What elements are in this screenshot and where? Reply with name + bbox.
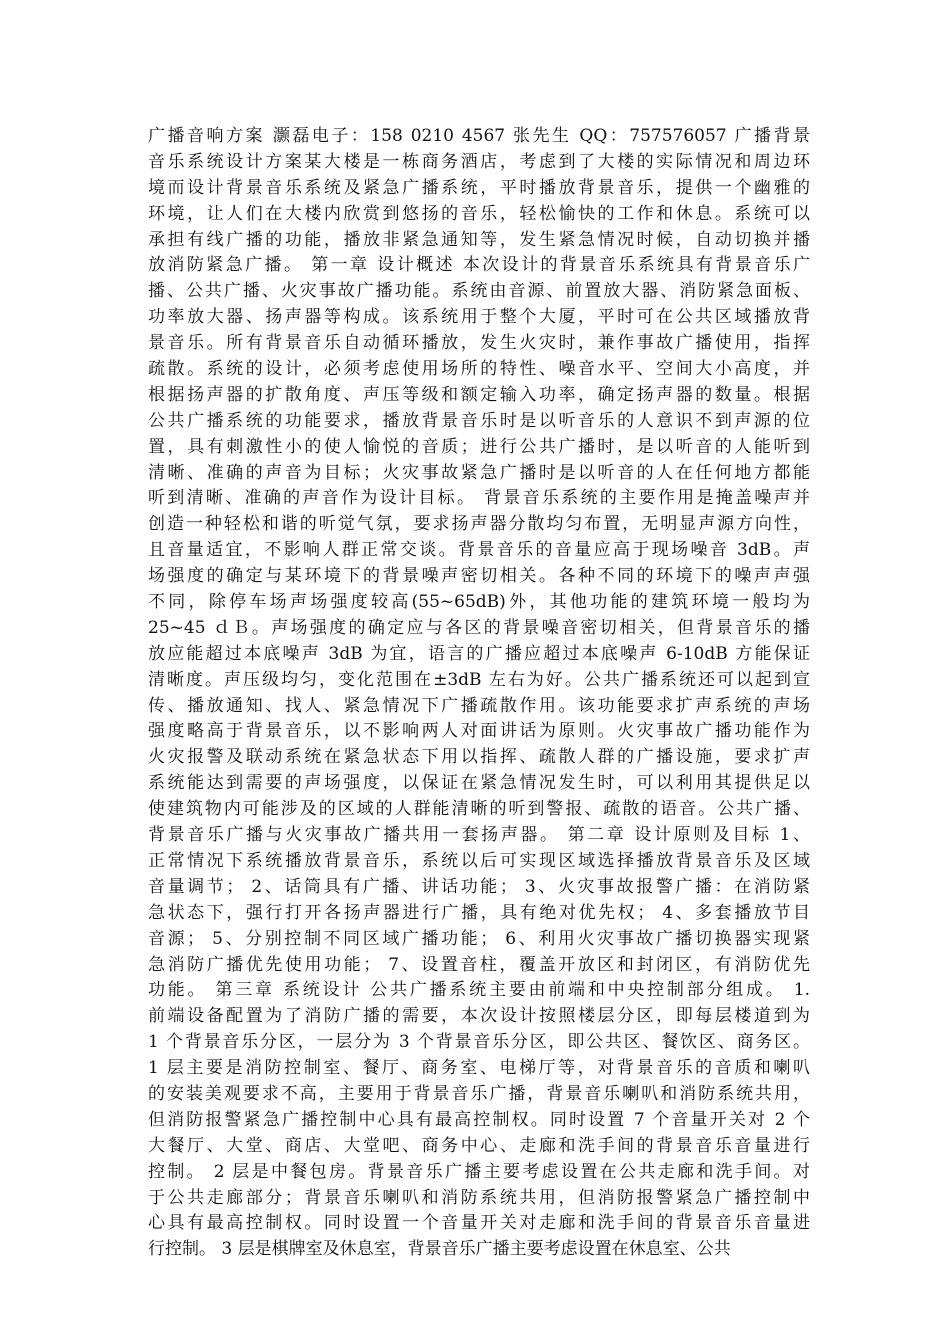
text-line: 置，具有刺激性小的使人愉悦的音质；进行公共广播时，是以听音的人能听到 — [148, 436, 810, 457]
text-line: 功率放大器、扬声器等构成。该系统用于整个大厦，平时可在公共区域播放背 — [148, 307, 810, 328]
text-line: 火灾报警及联动系统在紧急状态下用以指挥、疏散人群的广播设施，要求扩声 — [148, 747, 810, 768]
text-line: 场强度的确定与某环境下的背景噪声密切相关。各种不同的环境下的噪声声强 — [148, 566, 810, 587]
text-line: 公共广播系统的功能要求，播放背景音乐时是以听音乐的人意识不到声源的位 — [148, 410, 810, 431]
text-line: 创造一种轻松和谐的听觉气氛，要求扬声器分散均匀布置，无明显声源方向性， — [148, 514, 810, 535]
text-line: 承担有线广播的功能，播放非紧急通知等，发生紧急情况时候，自动切换并播 — [148, 229, 810, 250]
text-line: 心具有最高控制权。同时设置一个音量开关对走廊和洗手间的背景音乐音量进 — [148, 1213, 810, 1234]
text-line: 系统能达到需要的声场强度，以保证在紧急情况发生时，可以利用其提供足以 — [148, 773, 810, 794]
text-line: 1 层主要是消防控制室、餐厅、商务室、电梯厅等，对背景音乐的音质和喇叭 — [148, 1058, 810, 1079]
text-line: 境而设计背景音乐系统及紧急广播系统，平时播放背景音乐，提供一个幽雅的 — [148, 177, 810, 198]
text-line: 放消防紧急广播。 第一章 设计概述 本次设计的背景音乐系统具有背景音乐广 — [148, 255, 810, 276]
text-line: 广播音响方案 灏磊电子：158 0210 4567 张先生 QQ：757576057 广播背景 — [148, 126, 810, 146]
text-line: 音源； 5、分别控制不同区域广播功能； 6、利用火灾事故广播切换器实现紧 — [148, 928, 810, 949]
text-line: 疏散。系统的设计，必须考虑使用场所的特性、噪音水平、空间大小高度，并 — [148, 359, 810, 380]
text-line: 且音量适宜，不影响人群正常交谈。背景音乐的音量应高于现场噪音 3dB。声 — [148, 540, 810, 561]
text-line: 于公共走廊部分；背景音乐喇叭和消防系统共用，但消防报警紧急广播控制中 — [148, 1187, 810, 1208]
text-line: 1 个背景音乐分区，一层分为 3 个背景音乐分区，即公共区、餐饮区、商务区。 — [148, 1032, 810, 1053]
text-line: 行控制。 3 层是棋牌室及休息室，背景音乐广播主要考虑设置在休息室、公共 — [148, 1239, 731, 1260]
text-line: 的安装美观要求不高，主要用于背景音乐广播，背景音乐喇叭和消防系统共用， — [148, 1083, 810, 1104]
text-line: 背景音乐广播与火灾事故广播共用一套扬声器。 第二章 设计原则及目标 1、 — [148, 825, 810, 846]
text-line: 景音乐。所有背景音乐自动循环播放，发生火灾时，兼作事故广播使用，指挥 — [148, 333, 810, 354]
text-line: 急消防广播优先使用功能； 7、设置音柱，覆盖开放区和封闭区，有消防优先 — [148, 954, 810, 975]
text-line: 但消防报警紧急广播控制中心具有最高控制权。同时设置 7 个音量开关对 2 个 — [148, 1109, 810, 1130]
text-line: 传、播放通知、找人、紧急情况下广播疏散作用。该功能要求扩声系统的声场 — [148, 695, 810, 716]
text-line: 播、公共广播、火灾事故广播功能。系统由音源、前置放大器、消防紧急面板、 — [148, 281, 810, 302]
text-line: 清晰度。声压级均匀，变化范围在±3dB 左右为好。公共广播系统还可以起到宣 — [148, 669, 810, 690]
text-line: 强度略高于背景音乐，以不影响两人对面讲话为原则。火灾事故广播功能作为 — [148, 721, 810, 742]
text-line: 音量调节； 2、话筒具有广播、讲话功能； 3、火灾事故报警广播：在消防紧 — [148, 876, 810, 897]
text-line: 控制。 2 层是中餐包房。背景音乐广播主要考虑设置在公共走廊和洗手间。对 — [148, 1161, 810, 1182]
text-line: 不同，除停车场声场强度较高(55~65dB)外，其他功能的建筑环境一般均为 — [148, 592, 810, 613]
text-line: 正常情况下系统播放背景音乐，系统以后可实现区域选择播放背景音乐及区域 — [148, 850, 810, 871]
body-text — [148, 124, 810, 1263]
text-line: 急状态下，强行打开各扬声器进行广播，具有绝对优先权； 4、多套播放节目 — [148, 902, 810, 923]
text-line: 清晰、准确的声音为目标；火灾事故紧急广播时是以听音的人在任何地方都能 — [148, 462, 810, 483]
text-line: 前端设备配置为了消防广播的需要，本次设计按照楼层分区，即每层楼道到为 — [148, 1006, 810, 1027]
text-line: 放应能超过本底噪声 3dB 为宜，语言的广播应超过本底噪声 6-10dB 方能保证 — [148, 643, 810, 664]
text-line: 根据扬声器的扩散角度、声压等级和额定输入功率，确定扬声器的数量。根据 — [148, 384, 810, 405]
text-line: 音乐系统设计方案某大楼是一栋商务酒店，考虑到了大楼的实际情况和周边环 — [148, 151, 810, 172]
text-line: 功能。 第三章 系统设计 公共广播系统主要由前端和中央控制部分组成。 1. — [148, 980, 810, 1001]
text-line: 环境，让人们在大楼内欣赏到悠扬的音乐，轻松愉快的工作和休息。系统可以 — [148, 203, 810, 224]
text-line: 听到清晰、准确的声音作为设计目标。 背景音乐系统的主要作用是掩盖噪声并 — [148, 488, 810, 509]
text-line: 使建筑物内可能涉及的区域的人群能清晰的听到警报、疏散的语音。公共广播、 — [148, 799, 810, 820]
text-line: 大餐厅、大堂、商店、大堂吧、商务中心、走廊和洗手间的背景音乐音量进行 — [148, 1135, 810, 1156]
text-line: 25~45 ｄＢ。声场强度的确定应与各区的背景噪音密切相关，但背景音乐的播 — [148, 617, 810, 638]
